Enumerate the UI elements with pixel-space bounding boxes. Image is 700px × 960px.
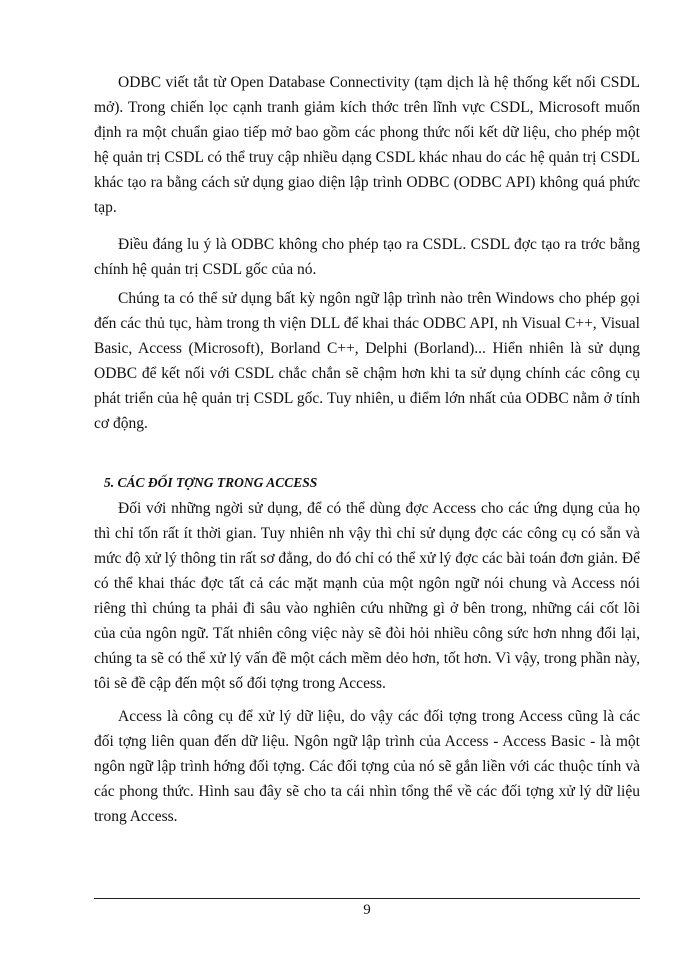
paragraph-odbc-note: Điều đáng lu ý là ODBC không cho phép tạo ra CSDL. CSDL đợc tạo ra trớc bằng chính hệ quản trị CSDL gốc của nó. [94, 236, 640, 278]
paragraph-odbc-intro: ODBC viết tắt từ Open Database Connectivity (tạm dịch là hệ thống kết nối CSDL mở). Trong chiến lọc cạnh tranh giảm kích thớc trên lĩnh vực CSDL, Microsoft muốn định ra một chuẩn giao tiếp mở bao gồm các phong thức nối kết dữ liệu, cho phép một hệ quản trị CSDL có thể truy cập nhiều dạng CSDL khác nhau do các hệ quản trị CSDL khác tạo ra bằng cách sử dụng giao diện lập trình ODBC (ODBC API) không quá phức tạp. [94, 74, 640, 216]
section-heading: 5. CÁC ĐỐI TỢNG TRONG ACCESS [104, 475, 318, 490]
page-number: 9 [363, 902, 371, 918]
paragraph-access-objects: Đối với những ngời sử dụng, để có thể dùng đợc Access cho các ứng dụng của họ thì chỉ tốn rất ít thời gian. Tuy nhiên nh vậy thì chỉ sử dụng đợc các công cụ có sẵn và mức độ xử lý thông tin rất sơ đẳng, do đó chỉ có thể xử lý đợc các bài toán đơn giản. Để có thể khai thác đợc tất cả các mặt mạnh của một ngôn ngữ nói chung và Access nói riêng thì chúng ta phải đi sâu vào nghiên cứu những gì ở bên trong, những cái cốt lõi của của ngôn ngữ. Tất nhiên công việc này sẽ đòi hỏi nhiều công sức hơn nhng đổi lại, chúng ta sẽ có thể xử lý vấn đề một cách mềm dẻo hơn, tốt hơn. Vì vậy, trong phần này, tôi sẽ đề cập đến một số đối tợng trong Access. [94, 500, 640, 692]
paragraph-access-data: Access là công cụ để xử lý dữ liệu, do vậy các đối tợng trong Access cũng là các đối tợng liên quan đến dữ liệu. Ngôn ngữ lập trình của Access - Access Basic - là một ngôn ngữ lập trình hớng đối tợng. Các đối tợng của nó sẽ gắn liền với các thuộc tính và các phong thức. Hình sau đây sẽ cho ta cái nhìn tổng thể về các đối tợng xử lý dữ liệu trong Access. [94, 708, 640, 825]
paragraph-odbc-languages: Chúng ta có thể sử dụng bất kỳ ngôn ngữ lập trình nào trên Windows cho phép gọi đến các thủ tục, hàm trong th viện DLL để khai thác ODBC API, nh Visual C++, Visual Basic, Access (Microsoft), Borland C++, Delphi (Borland)... Hiển nhiên là sử dụng ODBC để kết nối với CSDL chắc chắn sẽ chậm hơn khi ta sử dụng chính các công cụ phát triển của hệ quản trị CSDL gốc. Tuy nhiên, u điểm lớn nhất của ODBC nằm ở tính cơ động. [94, 290, 640, 432]
